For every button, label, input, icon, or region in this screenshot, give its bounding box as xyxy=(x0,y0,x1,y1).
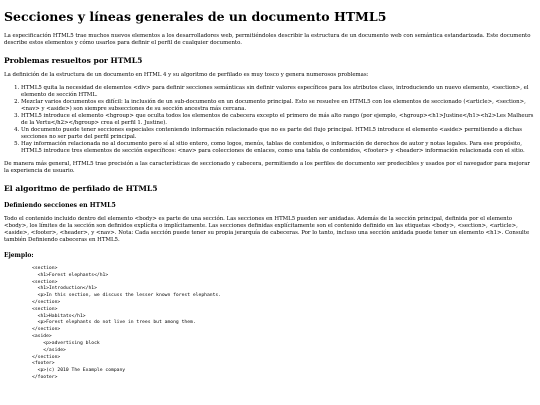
algorithm-heading: El algoritmo de perfilado de HTML5 xyxy=(4,184,158,194)
problems-heading: Problemas resueltos por HTML5 xyxy=(4,56,143,66)
list-item: 5. Hay información relacionada no al documento pero sí al sitio entero, como logos, menús, tablas de contenidos, o información de derechos de autor y notas legales. Para ese propósito, HTML5 introduce tres elementos de sección específicos: <nav> para colecciones de enlaces, como una tabla de contenidos, <footer> y <header> información relacionada con el sitio. xyxy=(21,141,536,155)
problems-summary: De manera más general, HTML5 trae precisión a las características de seccionado y cabecera, permitiendo a los perfiles de documento ser predecibles y usados por el navegador para mejorar la experiencia de usuario. xyxy=(4,161,531,175)
code-example: <section> <h1>Forest elephants</h1> <section> <h1>Introduction</h1> <p>In this section, we discuss the lesser known forest elephants. </section> <section> <h1>Habitats</h1> <p>Forest elephants do not live in trees but among them. </section> <aside> <p>advertising block </aside> </section> <footer> <p>(c) 2010 The Example company </footer> xyxy=(32,265,222,380)
list-item: 4. Un documento puede tener secciones especiales conteniendo información relacionado que no es parte del flujo principal. HTML5 introduce el elemento <aside> permitiendo a dichas secciones no ser parte del perfil principal. xyxy=(21,127,536,141)
list-item: 1. HTML5 quita la necesidad de elementos <div> para definir secciones semánticas sin definir valores específicos para los atributos class, introduciendo un nuevo elemento, <section>, el elemento de sección HTML. xyxy=(21,85,536,99)
problems-lead: La definición de la estructura de un documento en HTML 4 y su algoritmo de perfilado es muy tosco y genera numerosos problemas: xyxy=(4,72,369,79)
list-item: 2. Mezclar varios documentos es difícil: la inclusión de un sub-documento en un documento principal. Esto se resuelve en HTML5 con los elementos de seccionado (<article>, <section>, <nav> y <aside>) son siempre subsecciones de su sección ancestra más cercana. xyxy=(21,99,536,113)
problems-list xyxy=(4,85,536,155)
sections-paragraph: Todo el contenido incluido dentro del elemento <body> es parte de una sección. Las secciones en HTML5 pueden ser anidadas. Además de la sección principal, definida por el elemento <body>, los límites de la sección son definidos explícita o implícitamente. Las secciones definidas explícitamente son el contenido definido en las etiquetas <body>, <section>, <article>, <aside>, <footer>, <header>, y <nav>. Nota: Cada sección puede tener su propia jerarquía de cabeceras. Por lo tanto, incluso una sección anidada puede tener un elemento <h1>. Consulte también Definiendo cabeceras en HTML5. xyxy=(4,216,530,244)
sections-subheading: Definiendo secciones en HTML5 xyxy=(4,202,116,210)
page-title: Secciones y líneas generales de un documento HTML5 xyxy=(4,9,387,24)
example-label: Ejemplo: xyxy=(4,252,34,260)
intro-paragraph: La especificación HTML5 trae muchos nuevos elementos a los desarrolladores web, permitiéndoles describir la estructura de un documento web con semántica estandarizada. Este documento describe estos elementos y cómo usarlos para definir el perfil de cualquier documento. xyxy=(4,33,531,47)
list-item: 3. HTML5 introduce el elemento <hgroup> que oculta todos los elementos de cabecera excepto el primero de más alto rango (por ejemplo, <hgroup><h1>Justine</h1><h2>Les Malheurs de la Vertu</h2></hgroup> crea el perfil 1. Justine). xyxy=(21,113,536,127)
